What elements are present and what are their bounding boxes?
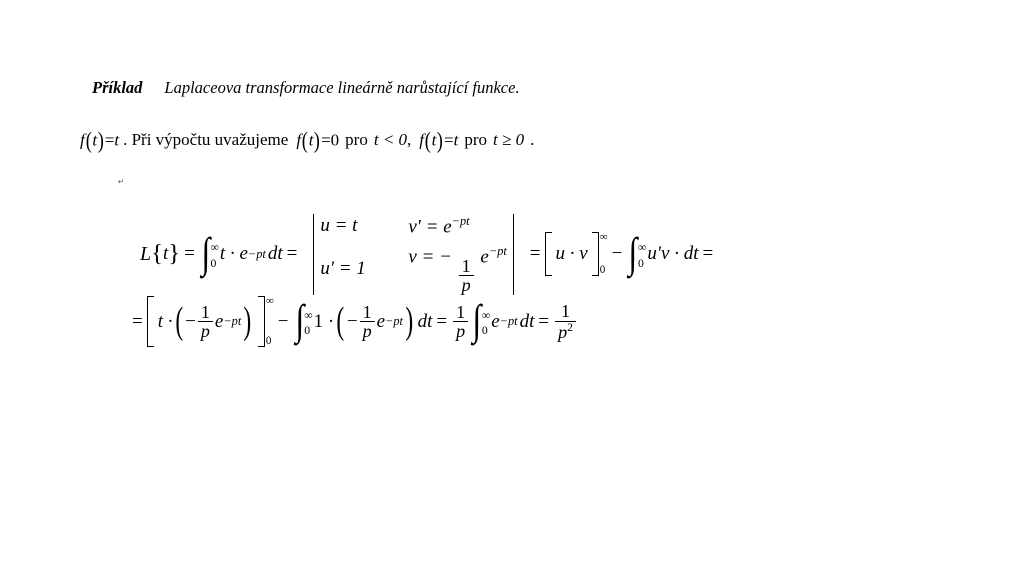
heading-keyword: Příklad	[92, 78, 143, 97]
example-heading	[92, 78, 520, 98]
bracket-uv-left	[545, 232, 552, 276]
bracket-t-lower: 0	[265, 335, 272, 348]
equals-3: =	[529, 243, 541, 265]
dt-1: dt	[267, 243, 283, 265]
substitution-row-1	[320, 214, 506, 238]
equals-2: =	[286, 243, 298, 265]
integral-1-upper: ∞	[210, 241, 219, 255]
laplace-operator: L	[140, 242, 152, 265]
derivation-line-1	[140, 214, 717, 295]
equals-4: =	[702, 243, 714, 265]
bracket-t-left	[147, 296, 154, 347]
bracket-uv	[545, 232, 608, 276]
dt-3: dt	[519, 310, 535, 332]
paren-group-2: ( − $\frac{1}{p}$ e −pt )	[336, 299, 414, 342]
integrand-2: u′v · dt	[647, 243, 699, 265]
intro-text: . Při výpočtu uvažujeme	[123, 130, 289, 150]
intro-f-of-t-equals-t: f(t)=t	[80, 128, 120, 153]
substitution-right-rule	[513, 214, 514, 295]
laplace-argument: t	[162, 243, 169, 265]
equals-7: =	[538, 310, 550, 332]
integral-2-upper: ∞	[638, 241, 647, 255]
integral-2-lower: 0	[638, 256, 644, 270]
integral-1-lower: 0	[210, 256, 217, 270]
minus-1: −	[611, 243, 623, 265]
subst-u: u = t	[320, 215, 358, 237]
equals-6: =	[436, 310, 448, 332]
equals-1: =	[184, 243, 195, 265]
bracket-uv-upper: ∞	[599, 231, 608, 244]
subst-u-prime: u′ = 1	[320, 258, 366, 280]
intro-f-of-t-equals-t-2: f(t)=t	[419, 128, 459, 153]
fraction-one-over-p-4: $\frac{1}{p}$	[453, 303, 468, 341]
bracket-t-factor: t ·	[157, 310, 173, 332]
intro-period: .	[530, 130, 535, 150]
intro-pro-2: pro	[464, 130, 488, 150]
fraction-one-over-p-3: $\frac{1}{p}$	[360, 303, 375, 341]
brace-open: {	[151, 240, 163, 268]
substitution-block	[307, 214, 519, 295]
integral-3: ∫ ∞ 0	[294, 297, 313, 345]
integrand-3-one: 1 ·	[313, 310, 335, 332]
integral-4-upper: ∞	[481, 308, 491, 322]
subst-v-prime: $v' = e^{-pt}$	[408, 214, 470, 238]
integral-3-lower: 0	[304, 323, 311, 337]
fraction-one-over-p-2: $\frac{1}{p}$	[198, 303, 213, 341]
integral-1: ∫ ∞ 0	[201, 229, 219, 277]
integrand-1: t · e	[219, 243, 248, 265]
fraction-result-one-over-p-squared: $\frac{1}{p^2}$	[555, 302, 576, 341]
paragraph-marker: ↵	[118, 178, 124, 186]
intro-condition-1: t < 0	[373, 130, 408, 150]
subst-v: v = − $\frac{1}{p}$ $e^{-pt}$	[408, 244, 507, 296]
bracket-uv-right	[592, 232, 599, 276]
bracket-t-right	[258, 296, 265, 347]
fraction-one-over-p-1: $\frac{1}{p}$	[459, 257, 474, 295]
paren-group-1: ( − $\frac{1}{p}$ e −pt )	[174, 299, 252, 342]
substitution-row-2	[320, 244, 506, 294]
brace-close: }	[168, 240, 181, 268]
intro-condition-2: t ≥ 0	[493, 130, 525, 150]
derivation-line-2	[128, 296, 578, 347]
bracket-uv-lower: 0	[599, 264, 606, 277]
integral-4-lower: 0	[481, 323, 488, 337]
bracket-t-term	[147, 296, 274, 347]
intro-f-of-t-equals-zero: f(t)=0	[296, 128, 340, 153]
integral-3-upper: ∞	[304, 308, 313, 322]
intro-pro-1: pro	[345, 130, 368, 150]
integral-4: ∫ ∞ 0	[472, 297, 491, 345]
integrand-1-exponent: −pt	[247, 246, 266, 261]
bracket-t-upper: ∞	[265, 295, 274, 307]
heading-description: Laplaceova transformace lineárně narůstající funkce.	[164, 78, 520, 97]
equals-5: =	[132, 310, 143, 332]
inner-minus-1: −	[185, 310, 196, 332]
substitution-left-rule	[313, 214, 314, 295]
dt-2: dt	[417, 310, 433, 332]
integrand-4-exponent: −pt	[499, 314, 518, 329]
minus-2: −	[277, 310, 289, 332]
integrand-4: e	[491, 310, 500, 332]
integral-2: ∫ ∞ 0	[628, 229, 647, 277]
intro-math-line	[80, 128, 534, 154]
inner-minus-2: −	[346, 310, 358, 332]
bracket-uv-content: u · v	[555, 243, 588, 265]
intro-comma: ,	[407, 130, 412, 150]
